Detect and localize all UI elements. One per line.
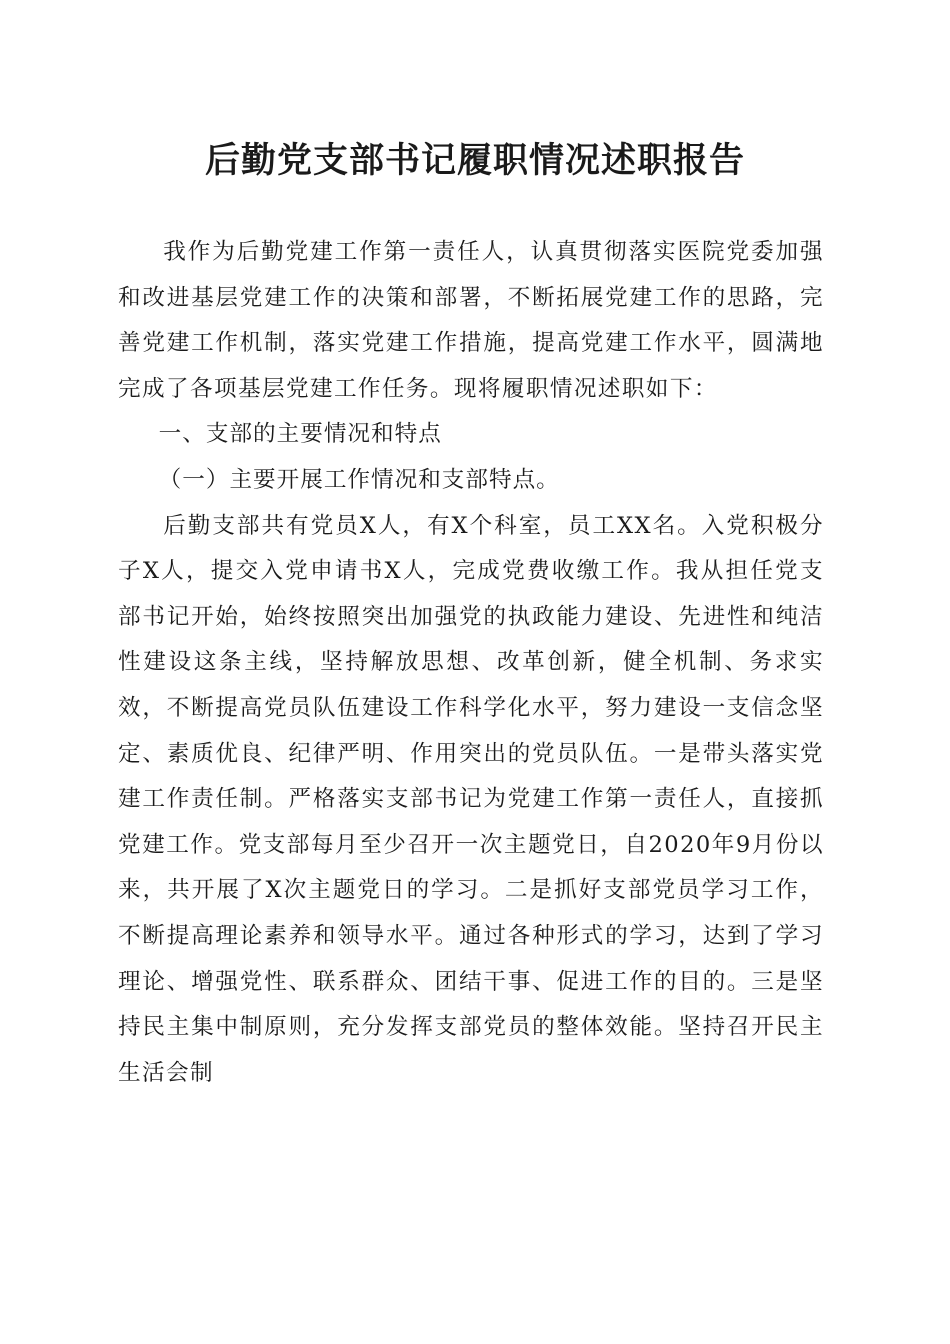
body-paragraph: 后勤支部共有党员X人，有X个科室，员工XX名。入党积极分子X人，提交入党申请书X人，完成党费收缴工作。我从担任党支部书记开始，始终按照突出加强党的执政能力建设、先进性和纯洁性建设这条主线，坚持解放思想、改革创新，健全机制、务求实效，不断提高党员队伍建设工作科学化水平，努力建设一支信念坚定、素质优良、纪律严明、作用突出的党员队伍。一是带头落实党建工作责任制。严格落实支部书记为党建工作第一责任人，直接抓党建工作。党支部每月至少召开一次主题党日，自2020年9月份以来，共开展了X次主题党日的学习。二是抓好支部党员学习工作，不断提高理论素养和领导水平。通过各种形式的学习，达到了学习理论、增强党性、联系群众、团结干事、促进工作的目的。三是坚持民主集中制原则，充分发挥支部党员的整体效能。坚持召开民主生活会制 [118, 512, 824, 1086]
document-body [118, 230, 824, 1096]
section-heading: 一、支部的主要情况和特点 [158, 421, 442, 448]
intro-paragraph: 我作为后勤党建工作第一责任人，认真贯彻落实医院党委加强和改进基层党建工作的决策和部署，不断拓展党建工作的思路，完善党建工作机制，落实党建工作措施，提高党建工作水平，圆满地完成了各项基层党建工作任务。现将履职情况述职如下： [118, 239, 824, 402]
document-title: 后勤党支部书记履职情况述职报告 [204, 140, 745, 181]
subsection-heading: （一）主要开展工作情况和支部特点。 [158, 466, 560, 493]
